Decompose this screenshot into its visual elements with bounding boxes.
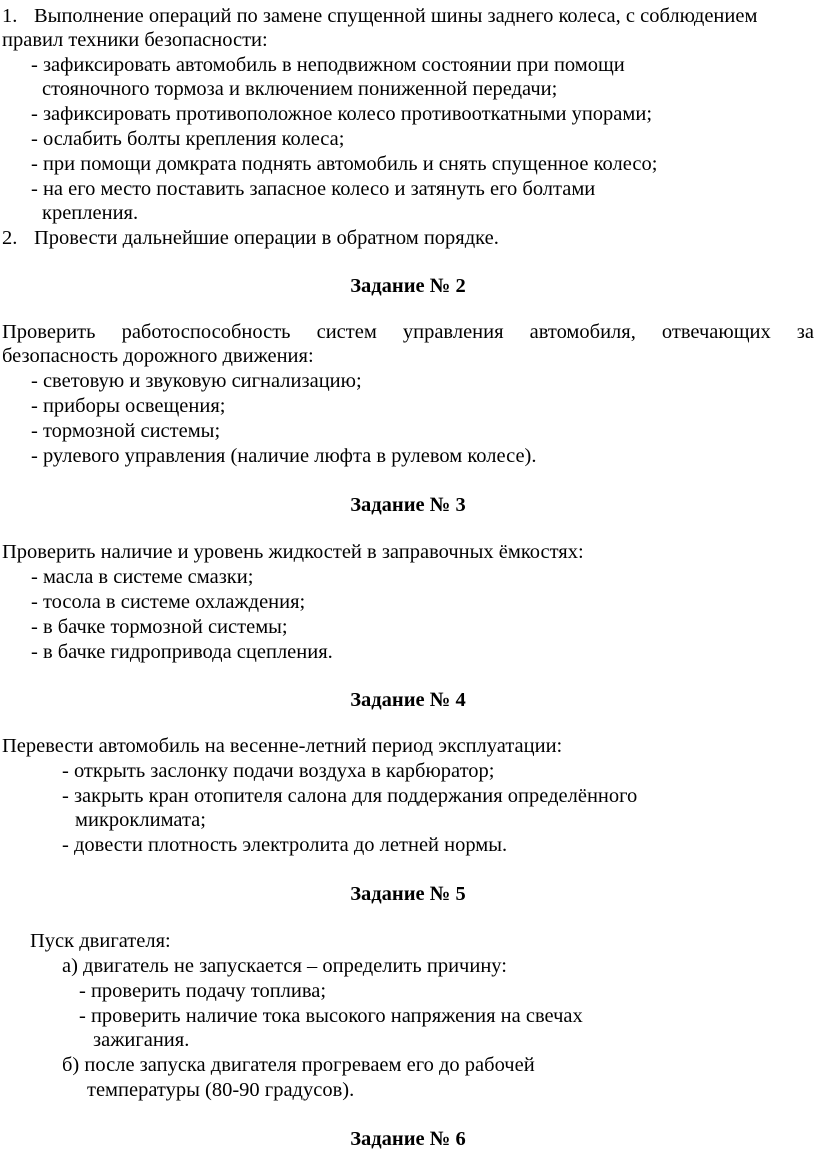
task5-heading: Задание № 5 [350,883,466,905]
task2-item-1: - световую и звуковую сигнализацию; [31,370,362,392]
task3-item-1: - масла в системе смазки; [31,566,254,588]
task5-intro: Пуск двигателя: [30,930,171,952]
task5-a-item-2: - проверить наличие тока высокого напряжения на свечах [79,1005,583,1027]
task4-item-2: - закрыть кран отопителя салона для поддержания определённого [62,785,638,807]
task2-intro-line2: безопасность дорожного движения: [2,345,314,367]
task3-heading: Задание № 3 [350,494,466,516]
list-number-2: 2. [2,227,18,249]
task2-heading: Задание № 2 [350,275,466,297]
task2-item-2: - приборы освещения; [31,395,226,417]
task4-item-3: - довести плотность электролита до летней нормы. [62,834,508,856]
task5-a-item-1: - проверить подачу топлива; [79,980,327,1002]
item1-text-line2: правил техники безопасности: [2,29,268,51]
task4-intro: Перевести автомобиль на весенне-летний период эксплуатации: [2,735,563,757]
task5-b-line2: температуры (80-90 градусов). [87,1079,355,1101]
item2-text: Провести дальнейшие операции в обратном порядке. [34,227,499,249]
task4-item-2-cont: микроклимата; [75,809,206,831]
task5-b-line1: б) после запуска двигателя прогреваем его до рабочей [62,1054,535,1076]
task3-item-3: - в бачке тормозной системы; [31,616,288,638]
task3-item-2: - тосола в системе охлаждения; [31,591,306,613]
item1-step-5-cont: крепления. [42,202,139,224]
item1-step-1: - зафиксировать автомобиль в неподвижном состоянии при помощи [31,54,625,76]
task2-intro-line1: Проверить работоспособность систем управления автомобиля, отвечающих за [2,321,814,343]
task3-item-4: - в бачке гидропривода сцепления. [31,641,333,663]
task6-heading: Задание № 6 [350,1128,466,1150]
list-number-1: 1. [2,5,18,27]
item1-step-1-cont: стояночного тормоза и включением пониженной передачи; [42,78,558,100]
item1-step-3: - ослабить болты крепления колеса; [31,128,345,150]
task4-heading: Задание № 4 [350,689,466,711]
task5-a-item-2-cont: зажигания. [93,1029,190,1051]
item1-text-line1: Выполнение операций по замене спущенной шины заднего колеса, с соблюдением [34,5,758,27]
task5-a-line: а) двигатель не запускается – определить причину: [62,955,507,977]
item1-step-5: - на его место поставить запасное колесо и затянуть его болтами [31,178,596,200]
item1-step-2: - зафиксировать противоположное колесо противооткатными упорами; [31,103,653,125]
task4-item-1: - открыть заслонку подачи воздуха в карбюратор; [62,760,495,782]
item1-step-4: - при помощи домкрата поднять автомобиль и снять спущенное колесо; [31,153,658,175]
task3-intro: Проверить наличие и уровень жидкостей в заправочных ёмкостях: [2,541,584,563]
task2-item-4: - рулевого управления (наличие люфта в рулевом колесе). [31,445,537,467]
task2-item-3: - тормозной системы; [31,420,221,442]
